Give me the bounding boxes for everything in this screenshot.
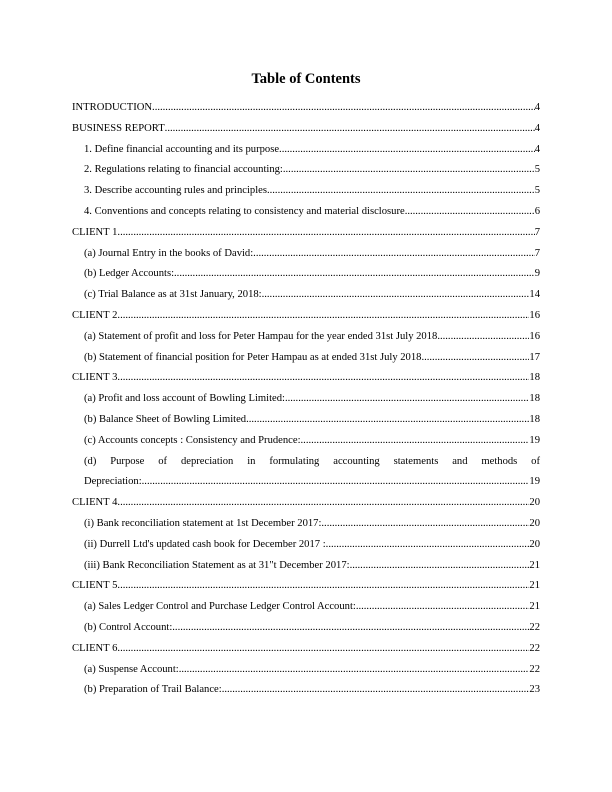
toc-entry-text: (a) Profit and loss account of Bowling Limited: (84, 393, 285, 405)
toc-page-number: 23 (529, 684, 540, 696)
toc-entry-client-2[interactable] (72, 310, 540, 331)
toc-page-number: 14 (529, 289, 540, 301)
toc-entry-c-trial-balance-as-at-31st-january-2018[interactable] (72, 289, 540, 310)
toc-page-number: 20 (529, 497, 540, 509)
toc-list (72, 102, 540, 705)
toc-page-number: 5 (534, 185, 540, 197)
dot-leader (165, 123, 535, 134)
toc-entry-4-conventions-and-concepts-relating-to-c[interactable] (72, 206, 540, 227)
toc-entry-text: 1. Define financial accounting and its purpose (84, 143, 280, 155)
dot-leader (421, 352, 529, 363)
toc-entry-text: CLIENT 4 (72, 497, 118, 509)
toc-entry-b-ledger-accounts[interactable] (72, 268, 540, 289)
toc-page-number: 19 (529, 434, 540, 446)
toc-entry-text: (iii) Bank Reconciliation Statement as at 31"t December 2017: (84, 559, 350, 571)
toc-entry-text: (b) Preparation of Trail Balance: (84, 684, 222, 696)
toc-entry-text: (c) Trial Balance as at 31st January, 2018: (84, 289, 262, 301)
dot-leader (117, 310, 529, 321)
toc-page-number: 16 (529, 309, 540, 321)
toc-entry-b-control-account[interactable] (72, 622, 540, 643)
dot-leader (279, 144, 535, 155)
toc-entry-text: (a) Journal Entry in the books of David: (84, 247, 254, 259)
toc-entry-text-line2: Depreciation: (84, 476, 142, 488)
toc-entry-text: (ii) Durrell Ltd's updated cash book for December 2017 : (84, 538, 326, 550)
toc-entry-line2 (84, 476, 540, 497)
toc-page-number: 22 (529, 663, 540, 675)
toc-entry-a-sales-ledger-control-and-purchase-ledg[interactable] (72, 601, 540, 622)
toc-entry-text: (b) Ledger Accounts: (84, 268, 175, 280)
toc-page-number: 7 (534, 247, 540, 259)
toc-entry-2-regulations-relating-to-financial-acco[interactable] (72, 164, 540, 185)
dot-leader (405, 206, 535, 217)
toc-entry-client-6[interactable] (72, 643, 540, 664)
toc-entry-text: CLIENT 6 (72, 642, 118, 654)
dot-leader (283, 164, 535, 175)
toc-entry-c-accounts-concepts-consistency-and-prud[interactable] (72, 435, 540, 456)
toc-page-number: 18 (529, 413, 540, 425)
toc-page-number: 22 (529, 642, 540, 654)
toc-entry-text-line1: (d) Purpose of depreciation in formulating accounting statements and methods of (84, 455, 540, 467)
toc-entry-text: (i) Bank reconciliation statement at 1st December 2017: (84, 517, 322, 529)
toc-entry-b-balance-sheet-of-bowling-limited[interactable] (72, 414, 540, 435)
dot-leader (222, 684, 530, 695)
dot-leader (246, 414, 529, 425)
toc-page-number: 22 (529, 621, 540, 633)
toc-page-number: 20 (529, 538, 540, 550)
toc-page-number: 7 (534, 226, 540, 238)
dot-leader (117, 643, 529, 654)
toc-entry-text: CLIENT 1 (72, 226, 118, 238)
dot-leader (356, 601, 530, 612)
dot-leader (267, 185, 535, 196)
dot-leader (117, 372, 529, 383)
toc-entry-a-profit-and-loss-account-of-bowling-lim[interactable] (72, 393, 540, 414)
dot-leader (262, 289, 530, 300)
dot-leader (172, 622, 529, 633)
toc-entry-client-1[interactable] (72, 227, 540, 248)
toc-page-number: 21 (529, 601, 540, 613)
dot-leader (117, 497, 529, 508)
toc-entry-text: CLIENT 5 (72, 580, 118, 592)
toc-page-number: 9 (534, 268, 540, 280)
toc-entry-i-bank-reconciliation-statement-at-1st-d[interactable] (72, 518, 540, 539)
dot-leader (285, 393, 529, 404)
toc-page-number: 5 (534, 164, 540, 176)
toc-entry-text: INTRODUCTION (72, 102, 153, 113)
toc-entry-b-preparation-of-trail-balance[interactable] (72, 684, 540, 705)
toc-entry-text: (b) Statement of financial position for Peter Hampau as at ended 31st July 2018 (84, 351, 422, 363)
dot-leader (437, 331, 529, 342)
toc-page-number: 16 (529, 330, 540, 342)
dot-leader (321, 518, 529, 529)
toc-entry-a-suspense-account[interactable] (72, 664, 540, 685)
toc-page-number: 21 (529, 580, 540, 592)
toc-entry-introduction[interactable] (72, 102, 540, 123)
toc-page-number: 20 (529, 517, 540, 529)
toc-entry-text: (a) Statement of profit and loss for Peter Hampau for the year ended 31st July 2018 (84, 330, 438, 342)
dot-leader (179, 664, 530, 675)
toc-entry-client-3[interactable] (72, 372, 540, 393)
toc-title: Table of Contents (251, 71, 361, 87)
toc-page-number: 19 (529, 476, 540, 488)
dot-leader (117, 580, 529, 591)
dot-leader (253, 248, 535, 259)
toc-entry-text: 3. Describe accounting rules and principles (84, 185, 267, 197)
toc-entry-ii-durrell-ltd-s-updated-cash-book-for-d[interactable] (72, 539, 540, 560)
toc-entry-client-5[interactable] (72, 580, 540, 601)
toc-entry-1-define-financial-accounting-and-its-pu[interactable] (72, 144, 540, 165)
toc-entry-b-statement-of-financial-position-for-pe[interactable] (72, 352, 540, 373)
toc-entry-text: (c) Accounts concepts : Consistency and Prudence: (84, 434, 301, 446)
dot-leader (142, 476, 530, 487)
toc-entry-text: 2. Regulations relating to financial accounting: (84, 164, 283, 176)
dot-leader (152, 102, 535, 113)
toc-page-number: 4 (534, 143, 540, 155)
toc-page-number: 4 (534, 102, 540, 113)
dot-leader (174, 268, 535, 279)
dot-leader (326, 539, 530, 550)
toc-entry-text: CLIENT 3 (72, 372, 118, 384)
toc-page-number: 18 (529, 393, 540, 405)
toc-page-number: 6 (534, 205, 540, 217)
toc-entry-3-describe-accounting-rules-and-principl[interactable] (72, 185, 540, 206)
dot-leader (301, 435, 530, 446)
toc-entry-business-report[interactable] (72, 123, 540, 144)
toc-entry-text: (b) Control Account: (84, 621, 173, 633)
dot-leader (117, 227, 534, 238)
toc-entry-text: (a) Sales Ledger Control and Purchase Ledger Control Account: (84, 601, 356, 613)
toc-entry-text: CLIENT 2 (72, 309, 118, 321)
toc-entry-client-4[interactable] (72, 497, 540, 518)
toc-entry-a-journal-entry-in-the-books-of-david[interactable] (72, 248, 540, 269)
dot-leader (350, 560, 530, 571)
toc-page-number: 4 (534, 122, 540, 134)
toc-entry-text: BUSINESS REPORT (72, 122, 165, 134)
toc-entry-a-statement-of-profit-and-loss-for-peter[interactable] (72, 331, 540, 352)
toc-page-number: 18 (529, 372, 540, 384)
toc-entry-iii-bank-reconciliation-statement-as-at-[interactable] (72, 560, 540, 581)
toc-entry-text: (b) Balance Sheet of Bowling Limited (84, 413, 247, 425)
toc-page-number: 17 (529, 351, 540, 363)
toc-page-number: 21 (529, 559, 540, 571)
toc-entry-purpose-of-depreciation[interactable] (72, 456, 540, 498)
toc-entry-text: (a) Suspense Account: (84, 663, 179, 675)
toc-entry-text: 4. Conventions and concepts relating to consistency and material disclosure (84, 205, 405, 217)
